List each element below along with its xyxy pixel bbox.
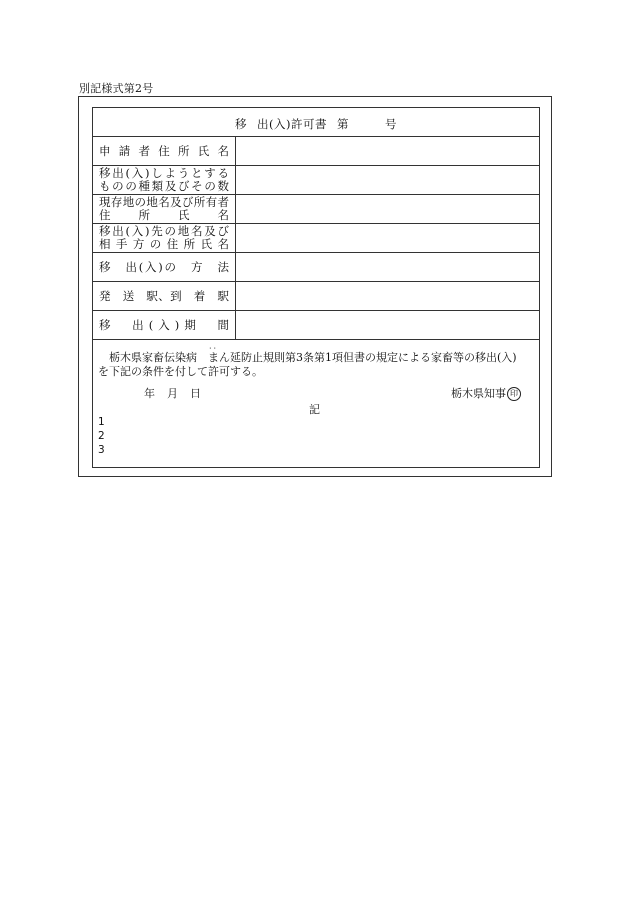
issuer-name: 栃木県知事 — [451, 387, 506, 400]
permit-statement — [98, 351, 534, 379]
label-line: 相手方の住所氏名 — [99, 237, 229, 251]
condition-item-1: 1 — [98, 416, 105, 428]
condition-item-2: 2 — [98, 430, 105, 442]
form-number-label: 別記様式第2号 — [79, 82, 154, 95]
issuer-signature — [451, 385, 521, 401]
field-current-location[interactable] — [236, 195, 539, 223]
label-current-location — [93, 195, 236, 223]
date-day: 日 — [190, 387, 201, 400]
field-applicant[interactable] — [236, 137, 539, 165]
label-line: 住 所 氏 名 — [99, 208, 229, 222]
title-row — [93, 108, 539, 137]
form-title — [93, 116, 539, 132]
field-stations[interactable] — [236, 282, 539, 310]
ki-heading: 記 — [309, 403, 320, 416]
label-line: 移出(入)しようとする — [99, 166, 229, 180]
row-items — [93, 166, 539, 195]
title-part-3: 第 — [336, 117, 349, 131]
title-part-1: 移 — [235, 117, 247, 131]
field-items[interactable] — [236, 166, 539, 194]
date-year: 年 — [144, 387, 155, 400]
title-part-2: 出(入)許可書 — [257, 117, 327, 131]
label-line: 発 送 駅、到 着 駅 — [99, 288, 229, 303]
label-stations — [93, 282, 236, 310]
row-method — [93, 253, 539, 282]
title-part-4: 号 — [384, 117, 397, 131]
label-line: 移 出(入)期 間 — [99, 317, 229, 332]
row-current-location — [93, 195, 539, 224]
label-line: 移 出(入)の 方 法 — [99, 259, 229, 274]
field-destination[interactable] — [236, 224, 539, 252]
row-applicant — [93, 137, 539, 166]
row-stations — [93, 282, 539, 311]
row-period — [93, 311, 539, 340]
statement-text: 延防止規則第3条第1項但書の規定による家畜等の移出(入) — [230, 351, 517, 364]
label-line: 現存地の地名及び所有者 — [99, 195, 229, 209]
label-items — [93, 166, 236, 194]
label-line: ものの種類及びその数 — [99, 179, 229, 193]
label-applicant — [93, 137, 236, 165]
seal-icon: 印 — [507, 387, 521, 401]
statement-text: 栃木県家畜伝染病 — [109, 351, 197, 364]
label-line: 移出(入)先の地名及び — [99, 224, 229, 238]
date-line — [144, 385, 213, 401]
field-period[interactable] — [236, 311, 539, 339]
condition-item-3: 3 — [98, 444, 105, 456]
field-method[interactable] — [236, 253, 539, 281]
label-period — [93, 311, 236, 339]
label-method — [93, 253, 236, 281]
label-line: 申 請 者 住 所 氏 名 — [99, 143, 229, 158]
statement-text: を下記の条件を付して許可する。 — [98, 365, 263, 378]
row-destination — [93, 224, 539, 253]
label-destination — [93, 224, 236, 252]
statement-emphasis: ‧‧ まん — [197, 351, 230, 365]
date-month: 月 — [167, 387, 178, 400]
